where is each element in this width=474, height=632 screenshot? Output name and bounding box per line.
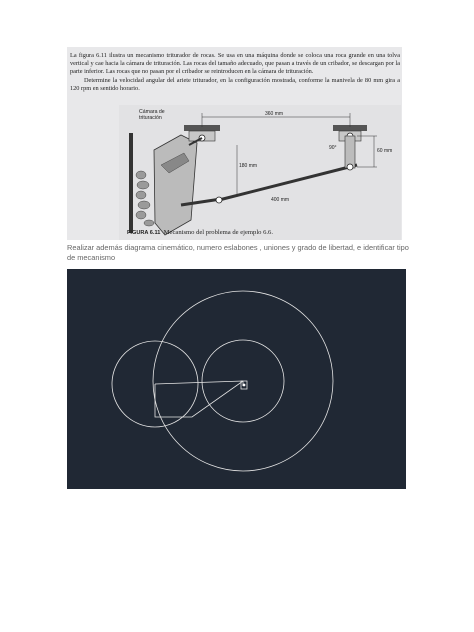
textbook-scan [67,47,402,240]
figure-caption: FIGURA 6.11 Mecanismo del problema de ejemplo 6.6. [127,229,273,236]
dim-top-label: 360 mm [265,111,284,117]
rocks-pile [136,171,154,226]
dim-right-label: 60 mm [377,148,393,154]
link-line-top [155,381,243,384]
kinematic-link [155,381,243,417]
label-chamber: Cámara de trituración [139,109,165,121]
connecting-rod [219,165,357,200]
cad-drawing [67,269,406,489]
dim-180-label: 180 mm [239,163,258,169]
dim-400-label: 400 mm [271,197,290,203]
mechanism-figure [119,105,401,240]
crushing-ram [154,135,197,235]
frame-wall-left [129,133,133,233]
crank-pin [243,384,246,387]
problem-paragraph-1: La figura 6.11 ilustra un mecanismo triturador de rocas. Se usa en una máquina donde se coloca una roca grande en una tolva vertical y cae hacia la cámara de trituración. Las rocas del tamaño adecuado, que pasan a través de un cribador, se descargan por la parte inferior. Las rocas que no pasan por el cribador se reintroducen en la cámara de trituración. [70,52,400,76]
dim-angle-label: 90° [329,145,337,151]
instruction-text: Realizar además diagrama cinemático, numero eslabones , uniones y grado de libertad, e identificar tipo de mecanismo [67,243,409,262]
crank [345,136,355,168]
mechanism-drawing [119,105,401,240]
problem-statement [70,52,400,93]
cad-canvas [67,269,406,489]
problem-paragraph-2: Determine la velocidad angular del ariete triturador, en la configuración mostrada, conforme la manivela de 80 mm gira a 120 rpm en sentido horario. [70,76,400,92]
